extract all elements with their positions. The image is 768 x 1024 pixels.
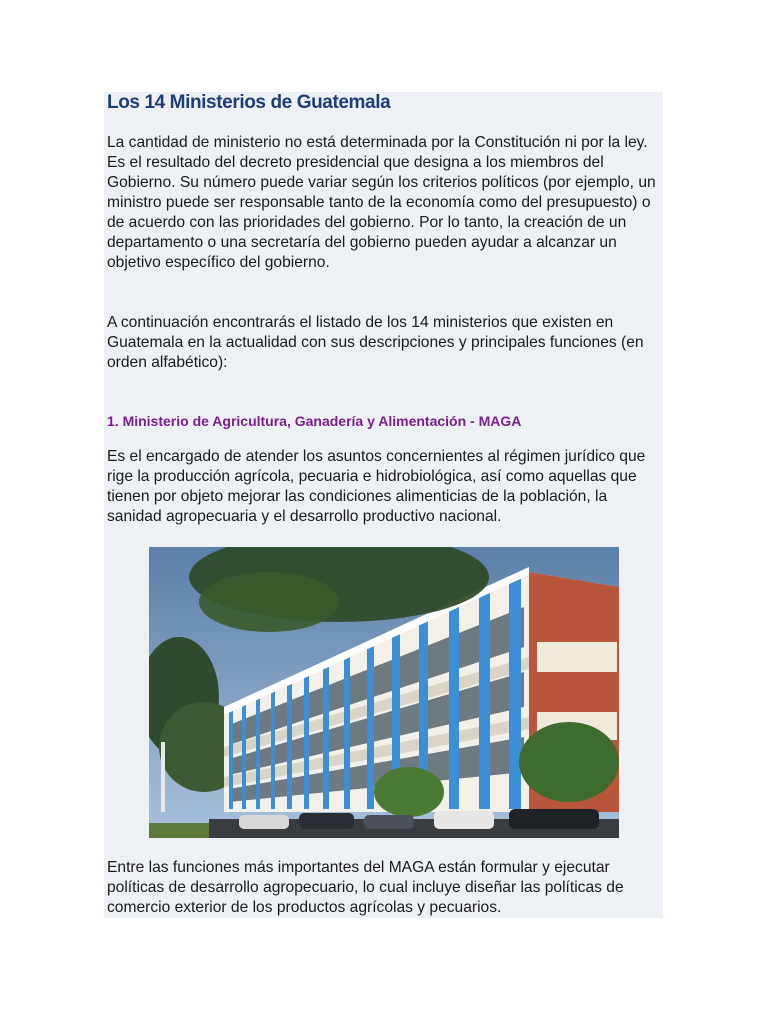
- maga-building-photo: [149, 547, 619, 838]
- intro-paragraph: La cantidad de ministerio no está determinada por la Constitución ni por la ley. Es el resultado del decreto presidencial que designa a los miembros del Gobierno. Su número puede variar según los criterios políticos (por ejemplo, un ministro puede ser responsable tanto de la economía como del presupuesto) o de acuerdo con las prioridades del gobierno. Por lo tanto, la creación de un departamento o una secretaría del gobierno pueden ayudar a alcanzar un objetivo específico del gobierno.: [107, 134, 656, 271]
- page-title: Los 14 Ministerios de Guatemala: [107, 92, 391, 113]
- document-page: [104, 92, 663, 918]
- section-heading-maga: 1. Ministerio de Agricultura, Ganadería y Alimentación - MAGA: [107, 413, 522, 429]
- listing-paragraph: A continuación encontrarás el listado de los 14 ministerios que existen en Guatemala en la actualidad con sus descripciones y principales funciones (en orden alfabético):: [107, 314, 644, 371]
- building-illustration: [149, 547, 619, 838]
- section-description-maga: Es el encargado de atender los asuntos concernientes al régimen jurídico que rige la producción agrícola, pecuaria e hidrobiológica, así como aquellas que tienen por objeto mejorar las condiciones alimenticias de la población, la sanidad agropecuaria y el desarrollo productivo nacional.: [107, 448, 646, 525]
- section-functions-maga: Entre las funciones más importantes del MAGA están formular y ejecutar políticas de desarrollo agropecuario, lo cual incluye diseñar las políticas de comercio exterior de los productos agrícolas y pecuarios.: [107, 859, 624, 916]
